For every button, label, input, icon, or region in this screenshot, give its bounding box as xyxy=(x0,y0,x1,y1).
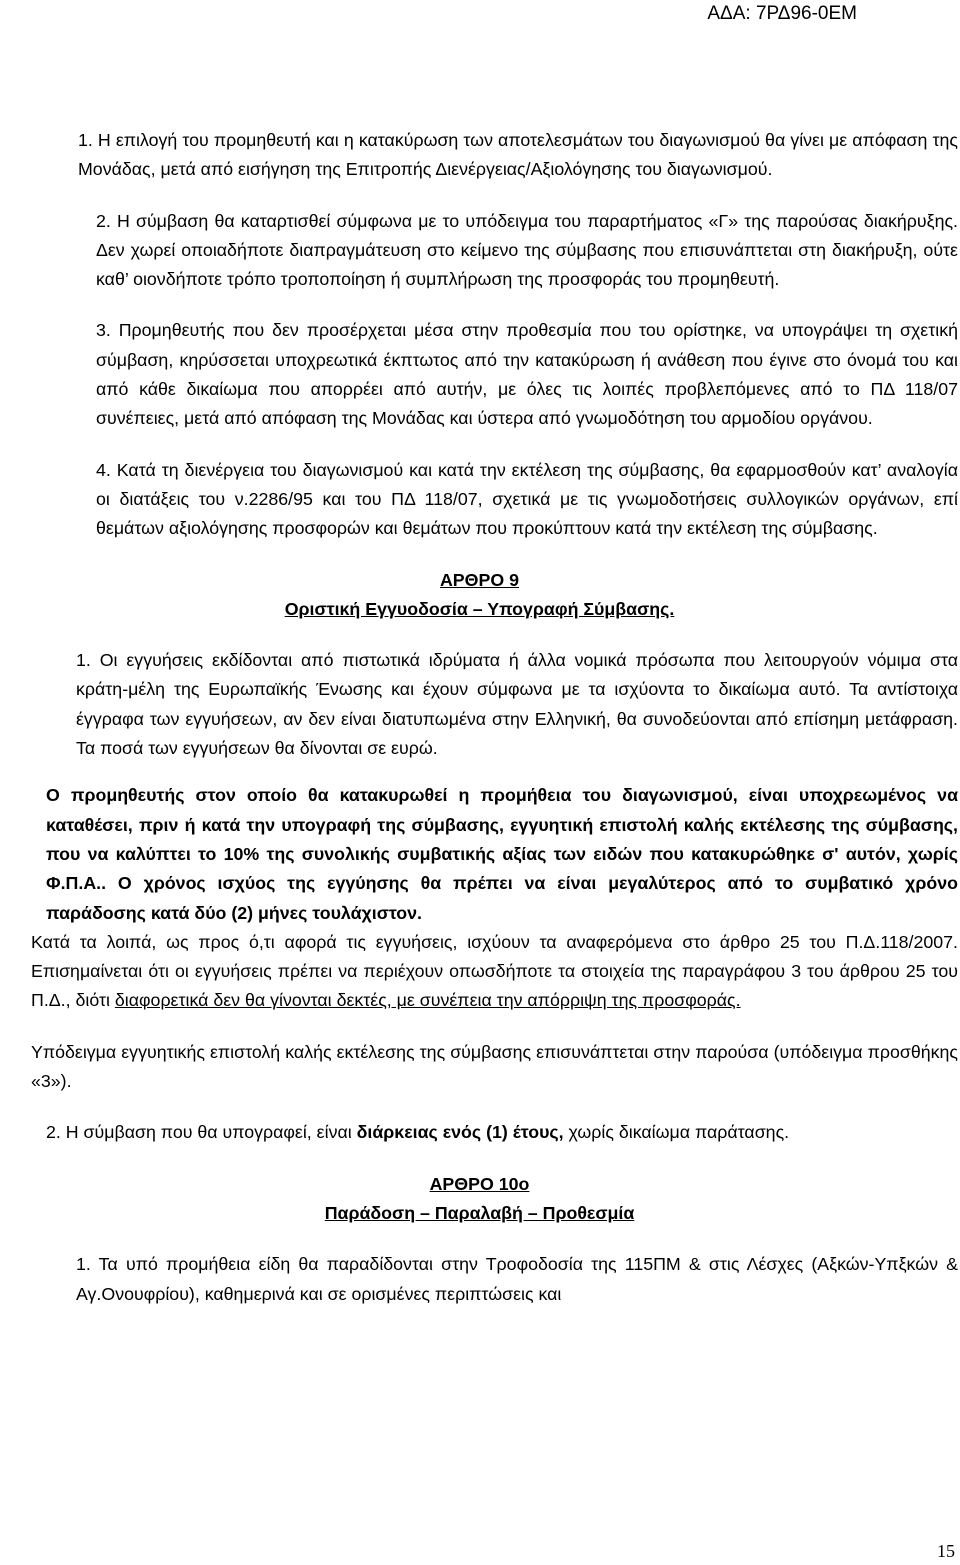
article-10-title: ΑΡΘΡΟ 10ο xyxy=(429,1173,530,1194)
paragraph-1: 1. Η επιλογή του προμηθευτή και η κατακύρωση των αποτελεσμάτων του διαγωνισμού θα γίνει με απόφαση της Μονάδας, μετά από εισήγηση της Επιτροπής Διενέργειας/Αξιολόγησης του διαγωνισμού. xyxy=(78,130,958,180)
paragraph-2: 2. Η σύμβαση θα καταρτισθεί σύμφωνα με το υπόδειγμα του παραρτήματος «Γ» της παρούσας διακήρυξης. Δεν χωρεί οποιαδήποτε διαπραγμάτευση στο κείμενο της σύμβασης που επισυνάπτεται στη διακήρυξη, ούτε καθ’ οιονδήποτε τρόπο τροποποίηση ή συμπλήρωση της προσφοράς του προμηθευτή. xyxy=(96,210,958,290)
other-terms-text: Κατά τα λοιπά, ως προς ό,τι αφορά τις εγγυήσεις, ισχύουν τα αναφερόμενα στο άρθρο 25 του Π.Δ.118/2007. Επισημαίνεται ότι οι εγγυήσεις πρέπει να περιέχουν οπωσδήποτε τα στοιχεία της παραγράφου 3 του άρθρου 25 του Π.Δ., διότι xyxy=(31,931,958,1011)
ada-code: ΑΔΑ: 7ΡΔ96-0ΕΜ xyxy=(707,3,857,24)
duration-text-c: χωρίς δικαίωμα παράτασης. xyxy=(563,1122,790,1143)
paragraph-other-terms xyxy=(1,928,958,1016)
paragraph-template: Υπόδειγμα εγγυητικής επιστολή καλής εκτέλεσης της σύμβασης επισυνάπτεται στην παρούσα (υπόδειγμα προσθήκης «3»). xyxy=(31,1041,958,1092)
article-10-subtitle: Παράδοση – Παραλαβή – Προθεσμία xyxy=(324,1202,635,1223)
duration-bold: διάρκειας ενός (1) έτους, xyxy=(356,1122,564,1143)
other-terms-underlined: διαφορετικά δεν θα γίνονται δεκτές, με συνέπεια την απόρριψη της προσφοράς. xyxy=(114,990,741,1011)
paragraph-delivery: 1. Τα υπό προμήθεια είδη θα παραδίδονται στην Τροφοδοσία της 115ΠΜ & στις Λέσχες (Αξκών-Υπξκών & Αγ.Ονουφρίου), καθημερινά και σε ορισμένες περιπτώσεις και xyxy=(76,1254,958,1304)
article-9-subtitle: Οριστική Εγγυοδοσία – Υπογραφή Σύμβασης. xyxy=(284,598,675,619)
page-number: 15 xyxy=(937,1541,955,1561)
duration-text-a: 2. Η σύμβαση που θα υπογραφεί, είναι xyxy=(46,1122,357,1143)
paragraph-bold-obligation: Ο προμηθευτής στον οποίο θα κατακυρωθεί η προμήθεια του διαγωνισμού, είναι υποχρεωμένος να καταθέσει, πριν ή κατά την υπογραφή της σύμβασης, εγγυητική επιστολή καλής εκτέλεσης της σύμβασης, που να καλύπτει το 10% της συνολικής συμβατικής αξίας των ειδών που κατακυρώθηκε σ' αυτόν, χωρίς Φ.Π.Α.. Ο χρόνος ισχύος της εγγύησης θα πρέπει να είναι μεγαλύτερος από το συμβατικό χρόνο παράδοσης κατά δύο (2) μήνες τουλάχιστον. xyxy=(46,785,958,923)
document-body xyxy=(1,126,958,1309)
paragraph-contract-duration xyxy=(1,1118,958,1147)
paragraph-guarantees: 1. Οι εγγυήσεις εκδίδονται από πιστωτικά ιδρύματα ή άλλα νομικά πρόσωπα που λειτουργούν νόμιμα στα κράτη-μέλη της Ευρωπαϊκής Ένωσης και έχουν σύμφωνα με τα ισχύοντα το δικαίωμα αυτό. Τα αντίστοιχα έγγραφα των εγγυήσεων, αν δεν είναι διατυπωμένα στην Ελληνική, θα συνοδεύονται από επίσημη μετάφραση. Τα ποσά των εγγυήσεων θα δίνονται σε ευρώ. xyxy=(76,650,958,759)
paragraph-3: 3. Προμηθευτής που δεν προσέρχεται μέσα στην προθεσμία που του ορίστηκε, να υπογράψει τη σχετική σύμβαση, κηρύσσεται υποχρεωτικά έκπτωτος από την κατακύρωση ή ανάθεση που έγινε στο όνομά του και από κάθε δικαίωμα που απορρέει από αυτήν, με όλες τις λοιπές προβλεπόμενες από το ΠΔ 118/07 συνέπειες, μετά από απόφαση της Μονάδας και ύστερα από γνωμοδότηση του αρμοδίου οργάνου. xyxy=(96,320,958,429)
article-9-title: ΑΡΘΡΟ 9 xyxy=(439,569,520,590)
paragraph-4: 4. Κατά τη διενέργεια του διαγωνισμού και κατά την εκτέλεση της σύμβασης, θα εφαρμοσθούν κατ’ αναλογία οι διατάξεις του ν.2286/95 και του ΠΔ 118/07, σχετικά με τις γνωμοδοτήσεις συλλογικών οργάνων, επί θεμάτων αξιολόγησης προσφορών και θεμάτων που προκύπτουν κατά την εκτέλεση της σύμβασης. xyxy=(96,459,958,539)
